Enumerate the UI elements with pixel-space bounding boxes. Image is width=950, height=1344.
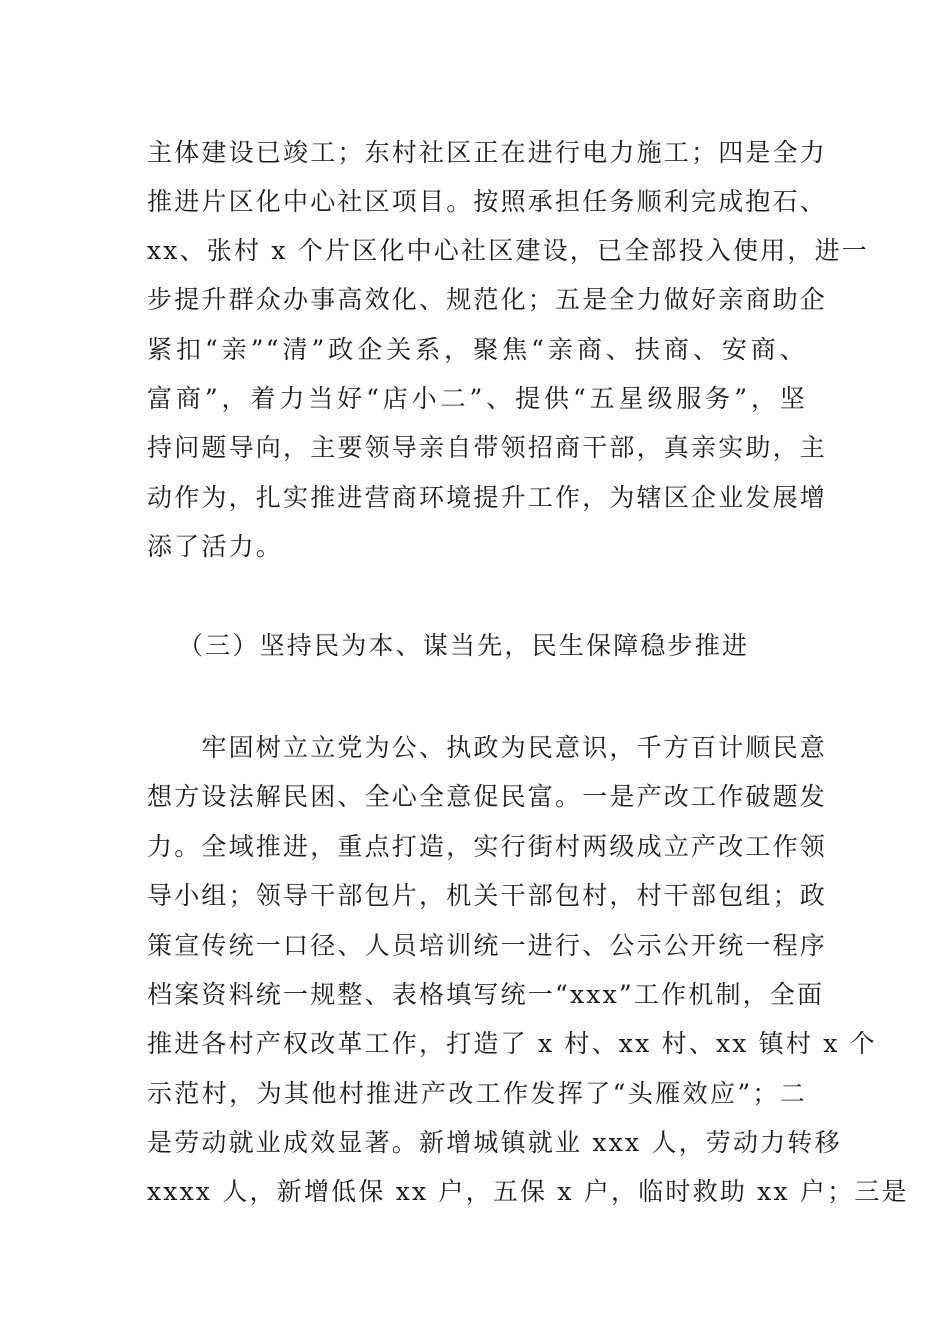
section-heading: （三）坚持民为本、谋当先，民生保障稳步推进 xyxy=(178,631,750,660)
paragraph-2-line: 牢固树立立党为公、执政为民意识，千方百计顺民意 xyxy=(147,733,828,762)
paragraph-2-line: 是劳动就业成效显著。新增城镇就业 xxx 人，劳动力转移 xyxy=(147,1128,842,1157)
paragraph-1-line: 主体建设已竣工；东村社区正在进行电力施工；四是全力 xyxy=(147,138,828,167)
paragraph-2-line: 推进各村产权改革工作，打造了 x 村、xx 村、xx 镇村 x 个 xyxy=(147,1029,877,1058)
paragraph-2-line: xxxx 人，新增低保 xx 户，五保 x 户，临时救助 xx 户；三是 xyxy=(147,1177,909,1206)
paragraph-1-line: 紧扣“亲”“清”政企关系，聚焦“亲商、扶商、安商、 xyxy=(147,335,807,364)
paragraph-1-line: 持问题导向，主要领导亲自带领招商干部，真亲实助，主 xyxy=(147,433,828,462)
paragraph-1-line: xx、张村 x 个片区化中心社区建设，已全部投入使用，进一 xyxy=(147,236,869,265)
paragraph-2-line: 想方设法解民困、全心全意促民富。一是产改工作破题发 xyxy=(147,782,828,811)
paragraph-2-line: 导小组；领导干部包片，机关干部包村，村干部包组；政 xyxy=(147,881,828,910)
paragraph-2-line: 档案资料统一规整、表格填写统一“xxx”工作机制，全面 xyxy=(147,980,825,1009)
paragraph-1-line: 富商”，着力当好“店小二”、提供“五星级服务”，坚 xyxy=(147,384,807,413)
paragraph-2-line: 策宣传统一口径、人员培训统一进行、公示公开统一程序 xyxy=(147,931,828,960)
paragraph-1-line: 动作为，扎实推进营商环境提升工作，为辖区企业发展增 xyxy=(147,483,828,512)
paragraph-2-line: 力。全域推进，重点打造，实行街村两级成立产改工作领 xyxy=(147,832,828,861)
paragraph-2-line: 示范村，为其他村推进产改工作发挥了“头雁效应”；二 xyxy=(147,1079,807,1108)
paragraph-1-line: 推进片区化中心社区项目。按照承担任务顺利完成抱石、 xyxy=(147,187,828,216)
paragraph-1-line: 步提升群众办事高效化、规范化；五是全力做好亲商助企 xyxy=(147,285,828,314)
paragraph-1-line: 添了活力。 xyxy=(147,532,284,561)
